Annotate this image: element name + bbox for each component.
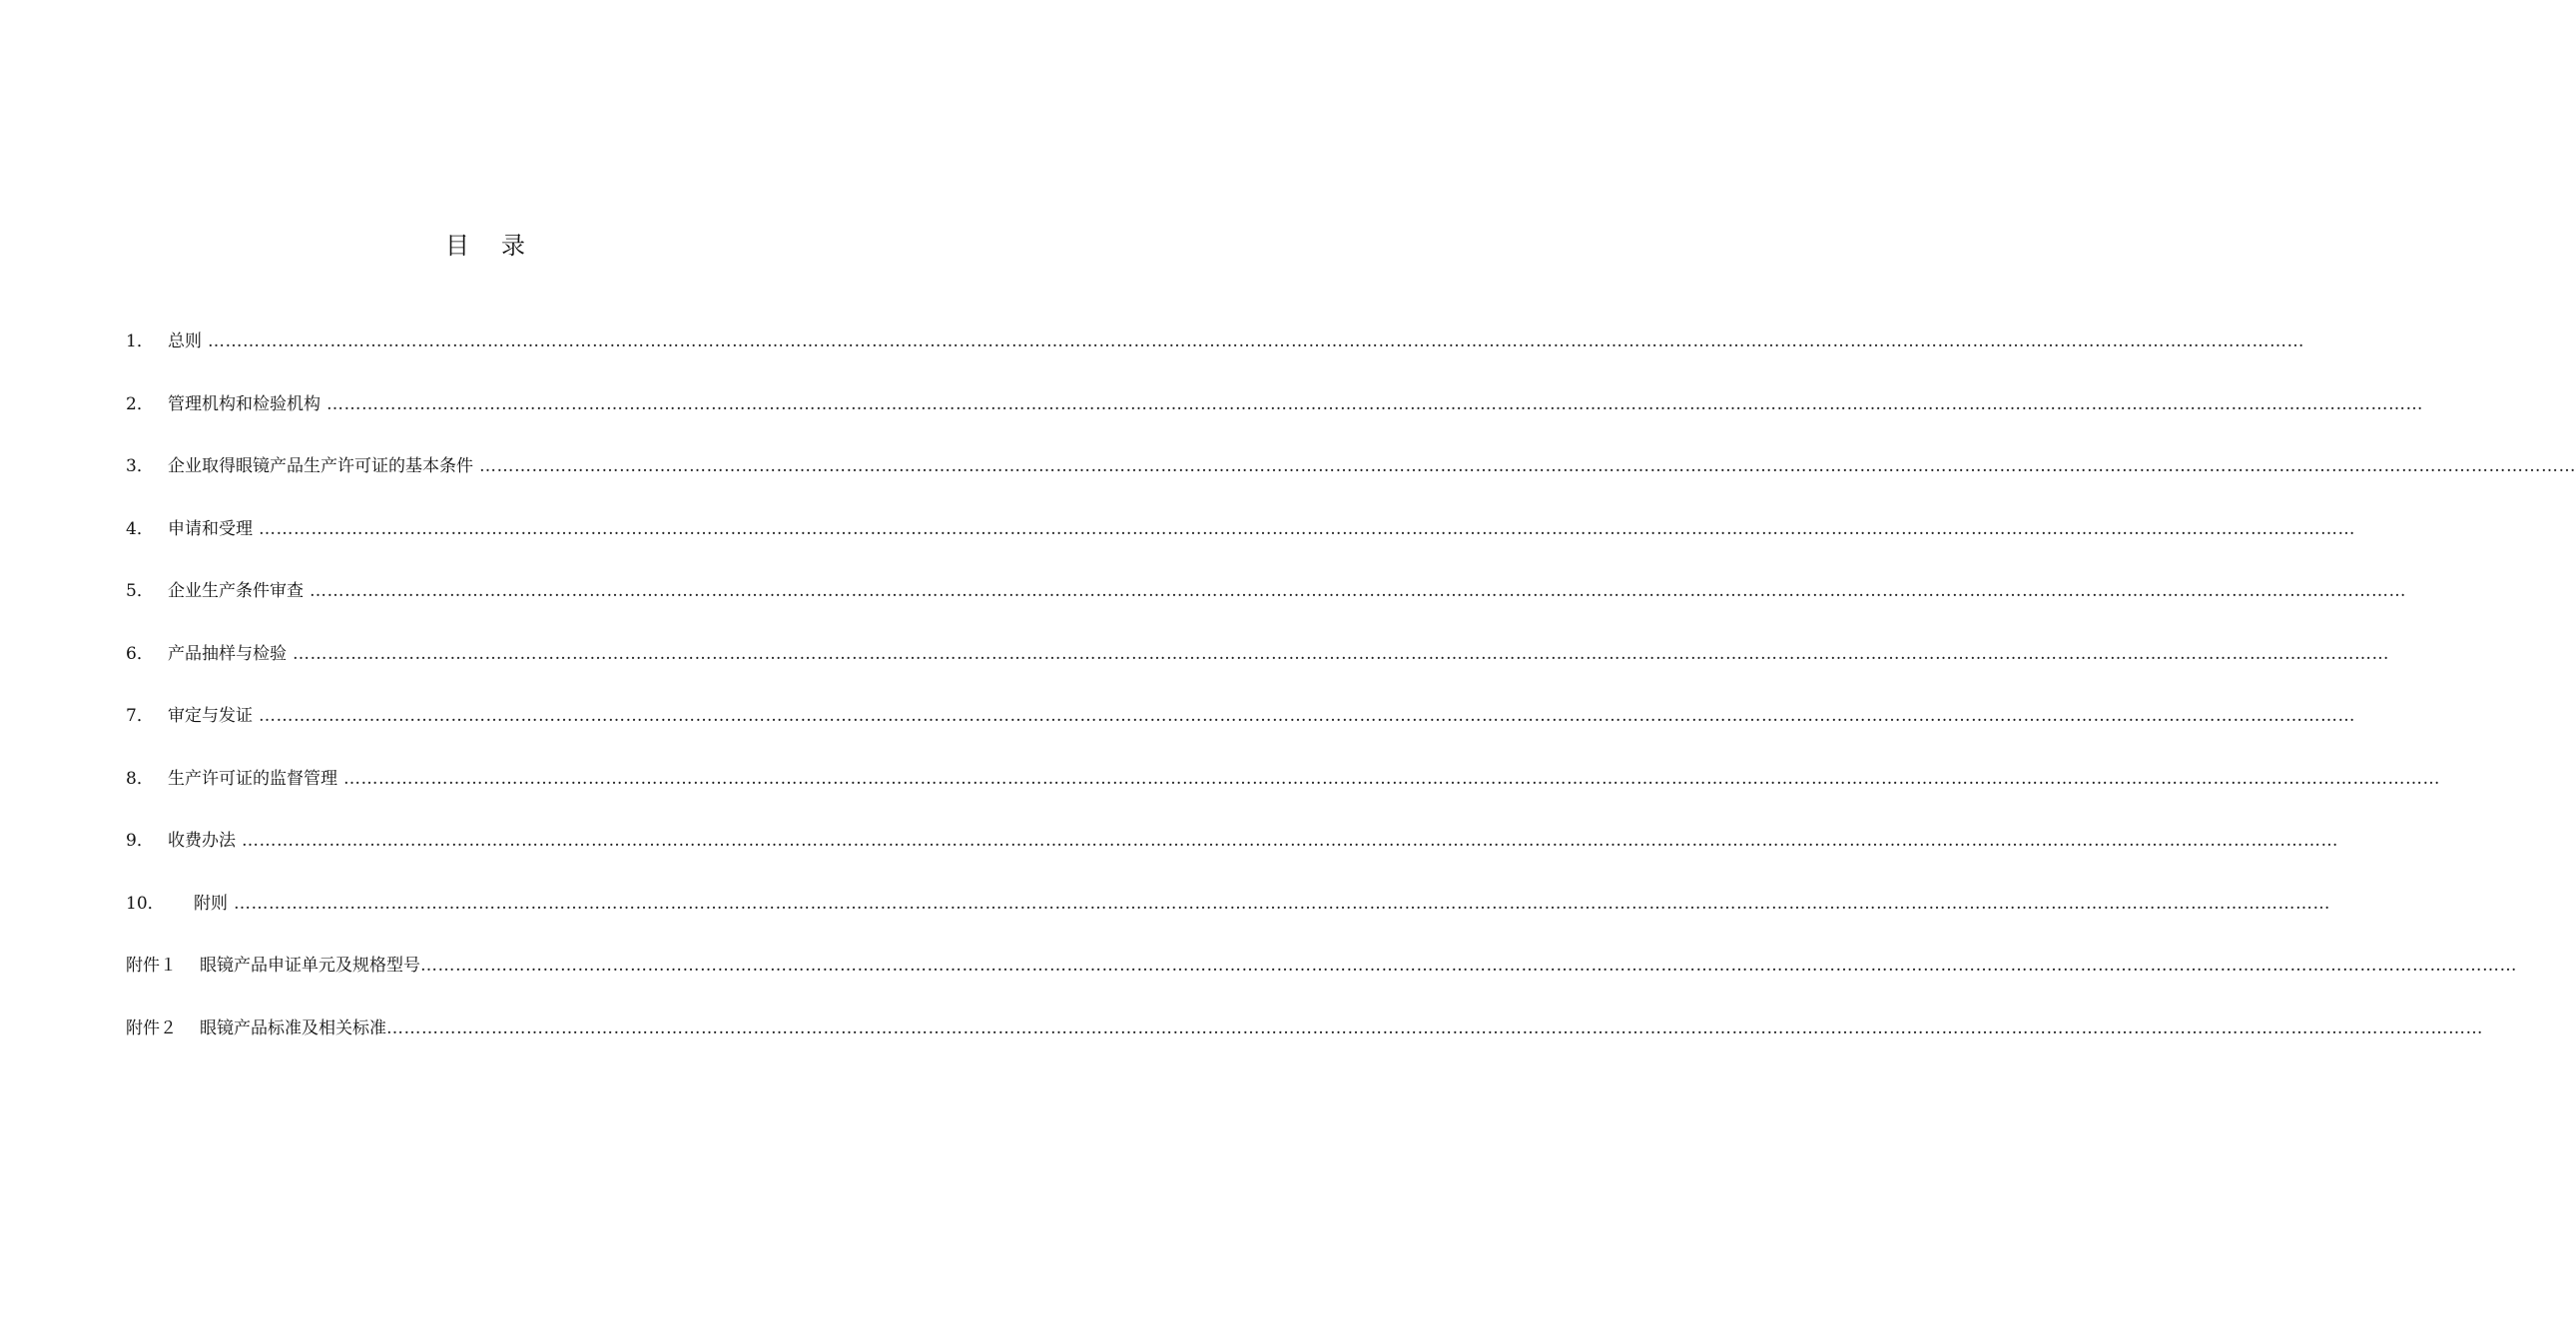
page-title bbox=[0, 226, 970, 261]
toc-entry-number: 7． bbox=[126, 706, 154, 726]
toc-entry-label: 附则 bbox=[194, 894, 228, 914]
toc-entry-number: 1． bbox=[126, 332, 154, 351]
toc-entry-label: 审定与发证 bbox=[168, 706, 253, 726]
toc-entry-number: 附件１ bbox=[126, 956, 177, 976]
toc-leader-dots: ……………………………………………………………………………………………………………………………………………………………………………………………………………………………………………………………………………………………………………………………… bbox=[326, 394, 2423, 414]
toc-entry-3[interactable] bbox=[126, 452, 2576, 480]
toc-leader-dots: ……………………………………………………………………………………………………………………………………………………………………………………………………………………………………………………………………………………………………………………………… bbox=[208, 332, 2304, 351]
toc-leader-dots: ……………………………………………………………………………………………………………………………………………………………………………………………………………………………………………………………………………………………………………………………… bbox=[479, 456, 2576, 476]
toc-entry-4[interactable] bbox=[126, 515, 2355, 543]
toc-entry-number: 8． bbox=[126, 769, 154, 789]
toc-entry-label: 总则 bbox=[168, 332, 202, 351]
toc-leader-dots: ……………………………………………………………………………………………………………………………………………………………………………………………………………………………………………………………………………………………………………………………… bbox=[293, 644, 2389, 664]
toc-entry-label: 企业取得眼镜产品生产许可证的基本条件 bbox=[168, 456, 473, 476]
toc-leader-dots: ……………………………………………………………………………………………………………………………………………………………………………………………………………………………………………………………………………………………………………………………… bbox=[386, 1018, 2483, 1038]
toc-entry-number: 6． bbox=[126, 644, 154, 664]
toc-entry-5[interactable] bbox=[126, 577, 2406, 605]
title-char-2: 录 bbox=[501, 232, 525, 260]
toc-entry-label: 眼镜产品标准及相关标准 bbox=[200, 1018, 386, 1038]
toc-entry-number: 5． bbox=[126, 581, 154, 601]
toc-entry-number: 9． bbox=[126, 831, 154, 851]
title-char-1: 目 bbox=[445, 232, 469, 260]
toc-entry-7[interactable] bbox=[126, 702, 2355, 730]
toc-entry-9[interactable] bbox=[126, 827, 2338, 855]
toc-leader-dots: ……………………………………………………………………………………………………………………………………………………………………………………………………………………………………………………………………………………………………………………………… bbox=[242, 831, 2338, 851]
toc-entry-appendix-2[interactable] bbox=[126, 1014, 2483, 1042]
toc-entry-label: 生产许可证的监督管理 bbox=[168, 769, 337, 789]
toc-entry-number: 3． bbox=[126, 456, 154, 476]
toc-leader-dots: ……………………………………………………………………………………………………………………………………………………………………………………………………………………………………………………………………………………………………………………………… bbox=[259, 519, 2355, 539]
toc-leader-dots: ……………………………………………………………………………………………………………………………………………………………………………………………………………………………………………………………………………………………………………………………… bbox=[420, 956, 2517, 976]
toc-entry-number: 2． bbox=[126, 394, 154, 414]
toc-entry-2[interactable] bbox=[126, 390, 2423, 418]
toc-entry-appendix-1[interactable] bbox=[126, 952, 2517, 980]
toc-leader-dots: ……………………………………………………………………………………………………………………………………………………………………………………………………………………………………………………………………………………………………………………………… bbox=[343, 769, 2440, 789]
toc-entry-number: 10． bbox=[126, 894, 165, 914]
toc-entry-6[interactable] bbox=[126, 640, 2389, 668]
toc-leader-dots: ……………………………………………………………………………………………………………………………………………………………………………………………………………………………………………………………………………………………………………………………… bbox=[310, 581, 2406, 601]
toc-entry-10[interactable] bbox=[126, 890, 2330, 918]
toc-entry-label: 收费办法 bbox=[168, 831, 236, 851]
toc-entry-number: 4． bbox=[126, 519, 154, 539]
toc-entry-label: 产品抽样与检验 bbox=[168, 644, 287, 664]
toc-entry-label: 申请和受理 bbox=[168, 519, 253, 539]
toc-leader-dots: ……………………………………………………………………………………………………………………………………………………………………………………………………………………………………………………………………………………………………………………………… bbox=[259, 706, 2355, 726]
toc-entry-label: 企业生产条件审查 bbox=[168, 581, 304, 601]
toc-entry-8[interactable] bbox=[126, 765, 2440, 793]
toc-entry-label: 管理机构和检验机构 bbox=[168, 394, 321, 414]
toc-entry-label: 眼镜产品申证单元及规格型号 bbox=[200, 956, 420, 976]
toc-entry-number: 附件２ bbox=[126, 1018, 177, 1038]
toc-leader-dots: ……………………………………………………………………………………………………………………………………………………………………………………………………………………………………………………………………………………………………………………………… bbox=[234, 894, 2330, 914]
toc-entry-1[interactable] bbox=[126, 328, 2304, 355]
